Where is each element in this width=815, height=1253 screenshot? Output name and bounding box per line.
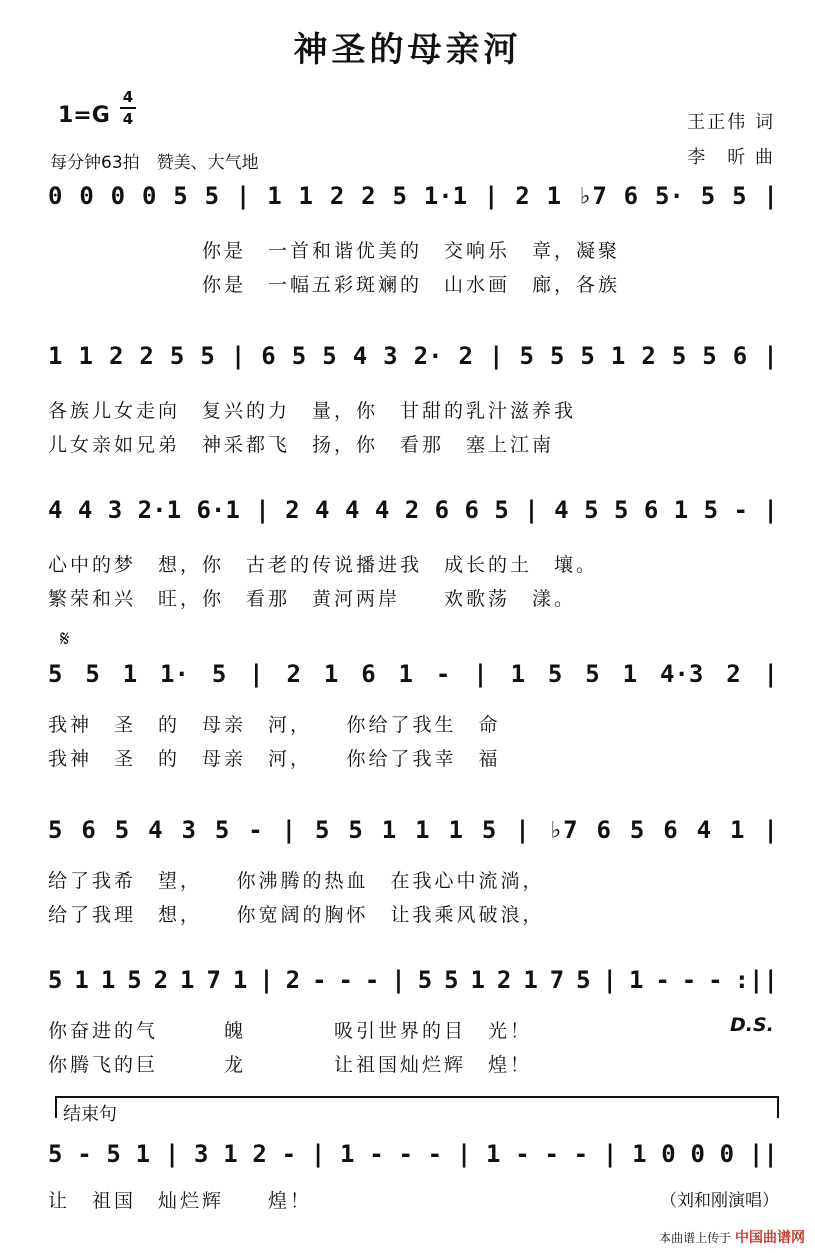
barline: | (391, 966, 406, 994)
note: - (733, 496, 748, 524)
note: 5· (654, 182, 684, 210)
note: 2 (153, 966, 169, 994)
note: 6 (81, 816, 96, 844)
note: 2 (108, 342, 124, 370)
note: - (312, 966, 327, 994)
note: - (248, 816, 263, 844)
note: 5 (481, 816, 497, 844)
barline: | (255, 496, 270, 524)
note: 4 (352, 342, 368, 370)
note: 1 (470, 966, 485, 994)
lyric-verse1-row4: 我神 圣 的 母亲 河， 你给了我生 命 (48, 714, 501, 736)
segno-sign: 𝄋 (60, 627, 70, 652)
barline: | (164, 1140, 180, 1168)
key-signature: 1=G (58, 103, 110, 128)
note: 2 (515, 182, 530, 210)
notes (48, 1140, 778, 1168)
note: 4 (554, 496, 569, 524)
note: 5 (85, 660, 100, 688)
note: 4 (48, 496, 63, 524)
note: 1 (223, 1140, 238, 1168)
note: 5 (48, 816, 63, 844)
note: 5 (629, 816, 645, 844)
note: 4·3 (659, 660, 704, 688)
lyric-verse2-row2: 儿女亲如兄弟 神采都飞 扬，你 看那 塞上江南 (48, 434, 555, 456)
note: 1 (381, 816, 397, 844)
note: 1 (673, 496, 689, 524)
note: - (77, 1140, 92, 1168)
note: 2 (252, 1140, 267, 1168)
note: 0 (690, 1140, 705, 1168)
note: 6 (261, 342, 276, 370)
barline: | (763, 182, 778, 210)
note: 2 (496, 966, 512, 994)
note: 4 (148, 816, 163, 844)
note: 2·1 (137, 496, 182, 524)
note: 1 (415, 816, 430, 844)
note: 5 (48, 660, 63, 688)
note: 5 (547, 660, 563, 688)
note: 6 (596, 816, 611, 844)
note: 1 (340, 1140, 355, 1168)
note: 0 (110, 182, 126, 210)
note: 1 (100, 966, 116, 994)
note: 1 (622, 660, 638, 688)
lyric-verse2-row5: 给了我理 想， 你宽阔的胸怀 让我乘风破浪， (48, 904, 545, 926)
note: 6 (361, 660, 376, 688)
note: 5 (127, 966, 142, 994)
note: - (364, 966, 380, 994)
barline: | (310, 1140, 326, 1168)
barline: :|| (734, 966, 778, 994)
barline: | (456, 1140, 472, 1168)
barline: | (602, 1140, 618, 1168)
ending-bracket (55, 1096, 779, 1118)
note: 5 (584, 496, 599, 524)
note: 1 (78, 342, 93, 370)
lyric-verse2-row1: 你是 一幅五彩斑斓的 山水画 廊，各族 (48, 274, 621, 296)
note: 5 (444, 966, 459, 994)
note: 5 (392, 182, 407, 210)
note: 1 (510, 660, 526, 688)
note: 1 (122, 660, 138, 688)
note: 5 (580, 342, 595, 370)
note: 1 (323, 660, 339, 688)
note: - (398, 1140, 413, 1168)
note: 1 (610, 342, 626, 370)
note: 1 (486, 1140, 501, 1168)
note: 1 (48, 342, 63, 370)
lyric-verse1-row6: 你奋进的气 魄 吸引世界的目 光！ (48, 1020, 533, 1042)
barline: | (763, 342, 778, 370)
notes (48, 342, 778, 370)
note: 6 (643, 496, 659, 524)
note: 2· (413, 342, 443, 370)
time-signature (120, 88, 136, 128)
note: 2 (285, 966, 301, 994)
note: 3 (107, 496, 123, 524)
lyric-verse1-row2: 各族儿女走向 复兴的力 量，你 甘甜的乳汁滋养我 (48, 400, 577, 422)
note: 5 (576, 966, 591, 994)
note: 1· (160, 660, 189, 688)
note: - (435, 660, 451, 688)
notation-row-3 (48, 496, 778, 556)
note: 1 (546, 182, 562, 210)
lyric-verse2-row4: 我神 圣 的 母亲 河， 你给了我幸 福 (48, 748, 501, 770)
note: 5 (48, 966, 63, 994)
lyric-verse2-row6: 你腾飞的巨 龙 让祖国灿烂辉 煌！ (48, 1054, 533, 1076)
note: 5 (322, 342, 337, 370)
note: 2 (404, 496, 420, 524)
note: 6 (464, 496, 479, 524)
lyricist-credit: 王正伟 词 (687, 112, 775, 133)
barline: | (235, 182, 251, 210)
note: 7 (206, 966, 221, 994)
site-footer (659, 1227, 805, 1247)
note: 4 (374, 496, 390, 524)
note: ♭7 (548, 816, 578, 844)
note: 1 (632, 1140, 647, 1168)
note: 5 (169, 342, 185, 370)
barline: | (602, 966, 617, 994)
note: 5 (106, 1140, 121, 1168)
notes (48, 496, 778, 524)
note: 4 (344, 496, 360, 524)
note: 5 (585, 660, 600, 688)
note: 5 (494, 496, 509, 524)
barline: | (473, 660, 488, 688)
time-sig-bottom: 4 (122, 110, 134, 128)
note: 2 (458, 342, 473, 370)
barline: | (259, 966, 274, 994)
note: 0 (661, 1140, 676, 1168)
note: 2 (726, 660, 741, 688)
note: 1 (628, 966, 644, 994)
composer-credit: 李 昕 曲 (687, 147, 775, 168)
note: 6 (663, 816, 678, 844)
note: 5 (214, 816, 230, 844)
barline: | (281, 816, 297, 844)
ending-label: 结束句 (63, 1104, 117, 1125)
lyric-verse1-row3: 心中的梦 想，你 古老的传说播进我 成长的土 壤。 (48, 554, 599, 576)
note: - (573, 1140, 589, 1168)
note: 5 (114, 816, 130, 844)
note: 0 (79, 182, 94, 210)
lyric-verse1-row1: 你是 一首和谐优美的 交响乐 章，凝聚 (48, 240, 621, 262)
note: 3 (181, 816, 196, 844)
notes (48, 816, 778, 844)
note: 2 (361, 182, 376, 210)
note: 5 (732, 182, 747, 210)
note: 1 (298, 182, 313, 210)
lyric-verse2-row3: 繁荣和兴 旺，你 看那 黄河两岸 欢歌荡 漾。 (48, 588, 577, 610)
note: 4 (315, 496, 330, 524)
note: 0 (719, 1140, 735, 1168)
note: 1·1 (423, 182, 468, 210)
note: 2 (286, 660, 301, 688)
note: - (515, 1140, 530, 1168)
performer-credit: （刘和刚演唱） (660, 1191, 779, 1211)
note: 1 (135, 1140, 151, 1168)
note: 1 (74, 966, 89, 994)
note: 5 (549, 342, 565, 370)
note: ♭7 (577, 182, 607, 210)
page-title: 神圣的母亲河 (293, 30, 522, 70)
notes (48, 966, 778, 994)
barline: | (515, 816, 530, 844)
note: 5 (348, 816, 363, 844)
note: 5 (200, 342, 215, 370)
site-logo[interactable]: 中国曲谱网 (735, 1230, 805, 1246)
note: 3 (194, 1140, 209, 1168)
barline: | (763, 660, 778, 688)
note: 5 (48, 1140, 63, 1168)
note: - (427, 1140, 443, 1168)
note: 5 (671, 342, 687, 370)
note: 5 (703, 496, 719, 524)
note: - (281, 1140, 297, 1168)
note: - (369, 1140, 384, 1168)
note: 1 (180, 966, 195, 994)
note: - (655, 966, 670, 994)
barline: | (763, 496, 778, 524)
note: 6·1 (196, 496, 240, 524)
note: 1 (729, 816, 745, 844)
note: 1 (448, 816, 463, 844)
note: 4 (77, 496, 93, 524)
note: 0 (48, 182, 63, 210)
note: 5 (417, 966, 433, 994)
notation-row-2 (48, 342, 778, 402)
note: 5 (204, 182, 220, 210)
note: 2 (139, 342, 154, 370)
note: 5 (315, 816, 330, 844)
notes (48, 182, 778, 210)
barline: | (230, 342, 246, 370)
note: 5 (702, 342, 717, 370)
note: 7 (549, 966, 565, 994)
note: 1 (398, 660, 413, 688)
note: - (708, 966, 723, 994)
note: 5 (519, 342, 534, 370)
footer-text: 本曲谱上传于 (659, 1231, 732, 1245)
barline: | (249, 660, 264, 688)
barline: | (483, 182, 499, 210)
note: - (338, 966, 353, 994)
lyric-verse1-row5: 给了我希 望， 你沸腾的热血 在我心中流淌， (48, 870, 545, 892)
note: 6 (732, 342, 748, 370)
note: 2 (641, 342, 656, 370)
notation-row-1 (48, 182, 778, 242)
note: 0 (141, 182, 157, 210)
note: 1 (232, 966, 248, 994)
note: 5 (613, 496, 629, 524)
note: 1 (523, 966, 538, 994)
note: 1 (267, 182, 282, 210)
notes (48, 660, 778, 688)
note: 2 (285, 496, 300, 524)
note: 6 (434, 496, 450, 524)
note: 2 (329, 182, 345, 210)
barline: | (489, 342, 504, 370)
note: 5 (211, 660, 227, 688)
tempo-marking: 每分钟63拍 赞美、大气地 (50, 153, 259, 173)
lyric-ending: 让 祖国 灿烂辉 煌！ (48, 1190, 313, 1212)
barline: || (748, 1140, 778, 1168)
note: - (544, 1140, 559, 1168)
time-sig-top: 4 (122, 88, 134, 106)
barline: | (763, 816, 778, 844)
note: - (681, 966, 697, 994)
note: 6 (623, 182, 639, 210)
note: 4 (696, 816, 712, 844)
barline: | (524, 496, 539, 524)
note: 5 (291, 342, 307, 370)
note: 5 (700, 182, 716, 210)
note: 5 (173, 182, 188, 210)
note: 3 (383, 342, 398, 370)
dal-segno-marking: D.S. (730, 1014, 774, 1036)
